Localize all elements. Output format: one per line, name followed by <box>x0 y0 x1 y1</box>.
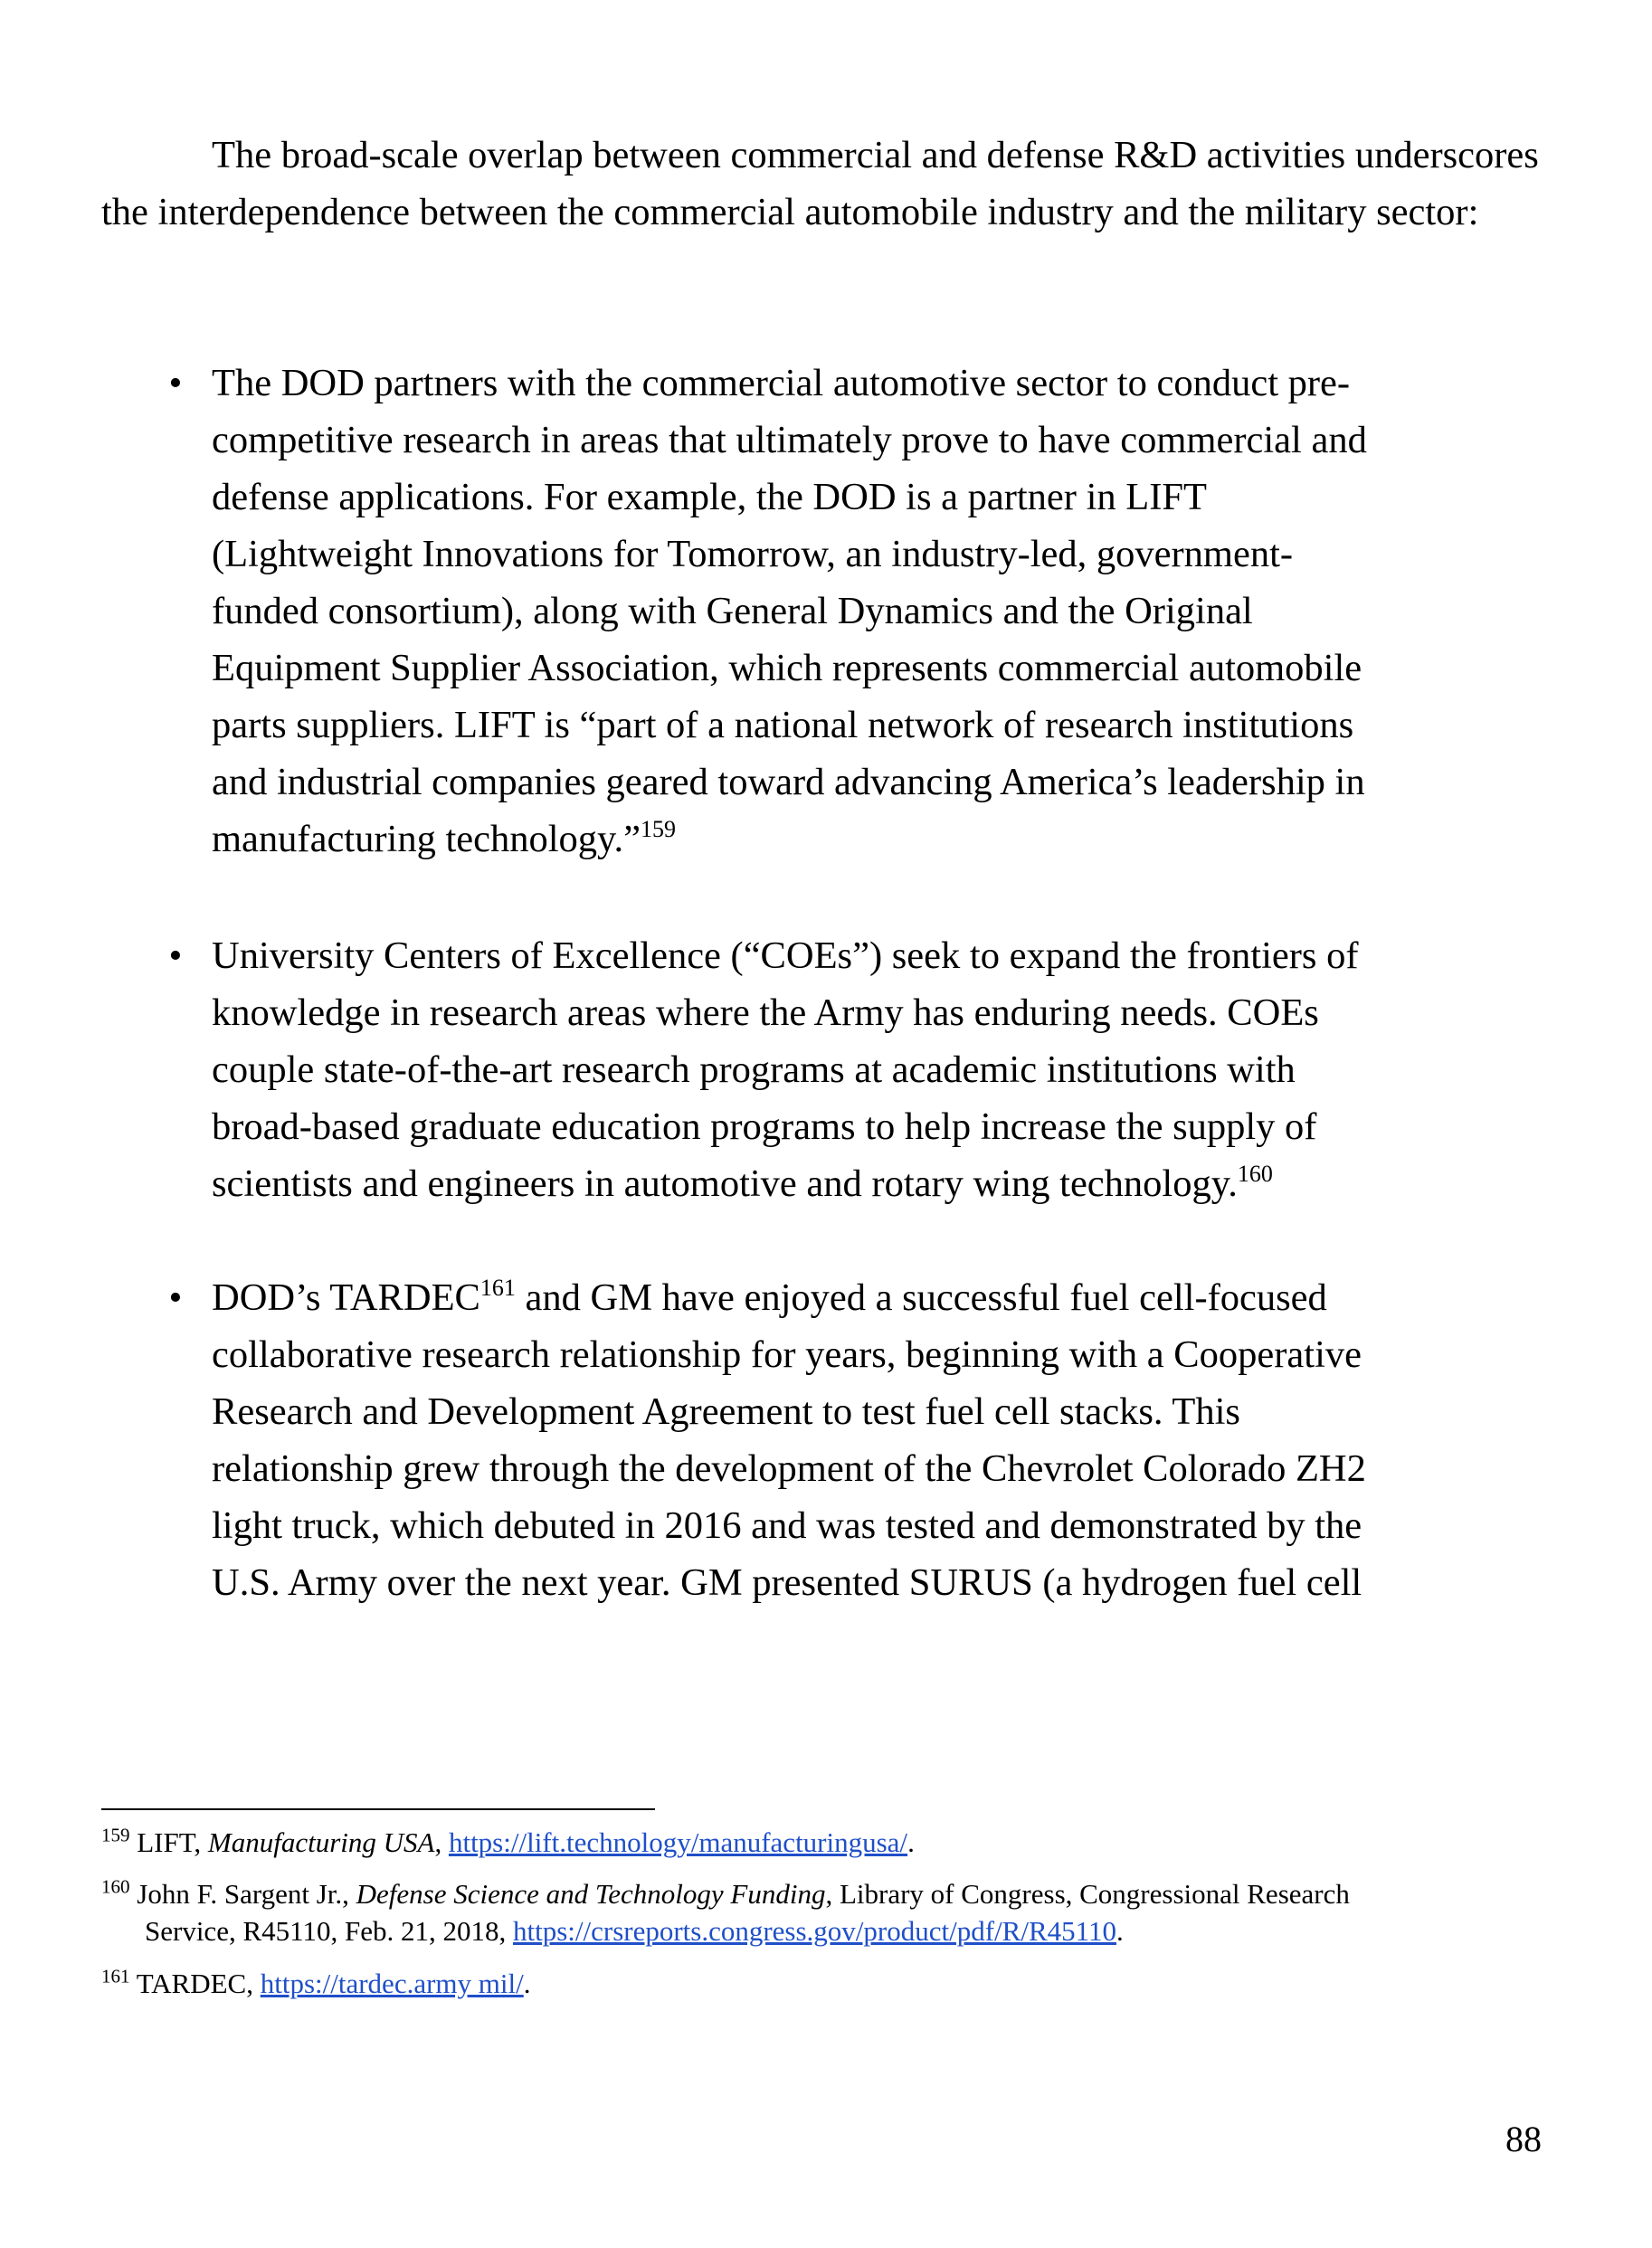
bullet-line: The DOD partners with the commercial automotive sector to conduct pre- <box>212 362 1351 404</box>
footnote-line <box>101 1965 1549 2002</box>
bullet-line: (Lightweight Innovations for Tomorrow, an industry-led, government- <box>212 533 1294 575</box>
bullet-line: broad-based graduate education programs to help increase the supply of <box>212 1105 1317 1148</box>
footnote-title: Manufacturing USA <box>207 1826 435 1858</box>
footnote-ref-159[interactable]: 159 <box>641 815 677 842</box>
bullet-line-last <box>212 1155 1542 1212</box>
bullet-line: knowledge in research areas where the Army has enduring needs. COEs <box>212 991 1319 1034</box>
bullet-line-text: manufacturing technology.” <box>212 818 641 860</box>
bullet-line-last <box>212 811 1542 868</box>
footnote-sep: , <box>434 1826 449 1858</box>
bullet-line: Equipment Supplier Association, which represents commercial automobile <box>212 647 1362 689</box>
bullet-line: light truck, which debuted in 2016 and was tested and demonstrated by the <box>212 1504 1362 1547</box>
bullet-text <box>212 355 1542 868</box>
bullet-line-text: DOD’s TARDEC <box>212 1276 480 1319</box>
intro-line: the military sector: <box>1188 191 1479 233</box>
footnote-end: . <box>523 1968 531 1999</box>
footnote-end: . <box>1116 1915 1124 1947</box>
bullet-line: competitive research in areas that ultimately prove to have commercial and <box>212 419 1367 461</box>
footnote-ref-161[interactable]: 161 <box>479 1274 516 1301</box>
bullet-line: University Centers of Excellence (“COEs”) seek to expand the frontiers of <box>212 934 1359 977</box>
footnote-author: TARDEC, <box>136 1968 261 1999</box>
footnote-title: Defense Science and Technology Funding <box>356 1878 826 1910</box>
footnote-160 <box>101 1875 1549 1949</box>
footnote-number: 161 <box>101 1965 130 1987</box>
page-number: 88 <box>1505 2119 1542 2159</box>
footnote-line <box>101 1875 1549 1912</box>
footnote-159 <box>101 1824 1549 1861</box>
footnote-ref-160[interactable]: 160 <box>1237 1160 1273 1187</box>
intro-line: underscores the interdependence between the commercial automobile industry and <box>101 134 1539 233</box>
bullet-line: Research and Development Agreement to test fuel cell stacks. This <box>212 1390 1240 1433</box>
bullet-line: relationship grew through the development of the Chevrolet Colorado ZH2 <box>212 1447 1366 1490</box>
footnote-line <box>101 1824 1549 1861</box>
bullet-marker: • <box>168 1276 183 1319</box>
footnote-line <box>101 1912 1549 1949</box>
bullet-line-first <box>212 1269 1542 1326</box>
bullet-line: collaborative research relationship for years, beginning with a Cooperative <box>212 1333 1362 1376</box>
footnote-end: . <box>907 1826 915 1858</box>
bullet-line: U.S. Army over the next year. GM presented SURUS (a hydrogen fuel cell <box>212 1561 1362 1604</box>
footnote-161 <box>101 1965 1549 2002</box>
footnote-number: 160 <box>101 1875 130 1898</box>
footnote-text: Service, R45110, Feb. 21, 2018, <box>145 1915 513 1947</box>
bullet-marker: • <box>168 362 183 404</box>
bullet-line-text: and GM have enjoyed a successful fuel cell-focused <box>515 1276 1327 1319</box>
bullet-marker: • <box>168 934 183 977</box>
bullet-text <box>212 1269 1542 1611</box>
footnote-author: LIFT, <box>137 1826 208 1858</box>
intro-paragraph <box>101 127 1549 241</box>
footnote-separator <box>101 1808 655 1810</box>
footnote-number: 159 <box>101 1824 130 1846</box>
bullet-line: funded consortium), along with General Dynamics and the Original <box>212 590 1253 632</box>
footnote-author: John F. Sargent Jr., <box>137 1878 356 1910</box>
footnote-text: , Library of Congress, Congressional Research <box>825 1878 1350 1910</box>
bullet-line-text: scientists and engineers in automotive and rotary wing technology. <box>212 1162 1238 1205</box>
bullet-text <box>212 927 1542 1212</box>
bullet-line: couple state-of-the-art research programs at academic institutions with <box>212 1048 1296 1091</box>
footnote-link[interactable]: https://crsreports.congress.gov/product/pdf/R/R45110 <box>512 1915 1116 1947</box>
bullet-line: parts suppliers. LIFT is “part of a national network of research institutions <box>212 704 1354 746</box>
footnote-link[interactable]: https://tardec.army mil/ <box>260 1968 524 1999</box>
bullet-line: and industrial companies geared toward advancing America’s leadership in <box>212 761 1365 803</box>
footnote-link[interactable]: https://lift.technology/manufacturingusa/ <box>448 1826 908 1858</box>
intro-line: The broad-scale overlap between commercial and defense R&D activities <box>212 134 1355 176</box>
bullet-line: defense applications. For example, the DOD is a partner in LIFT <box>212 476 1207 518</box>
